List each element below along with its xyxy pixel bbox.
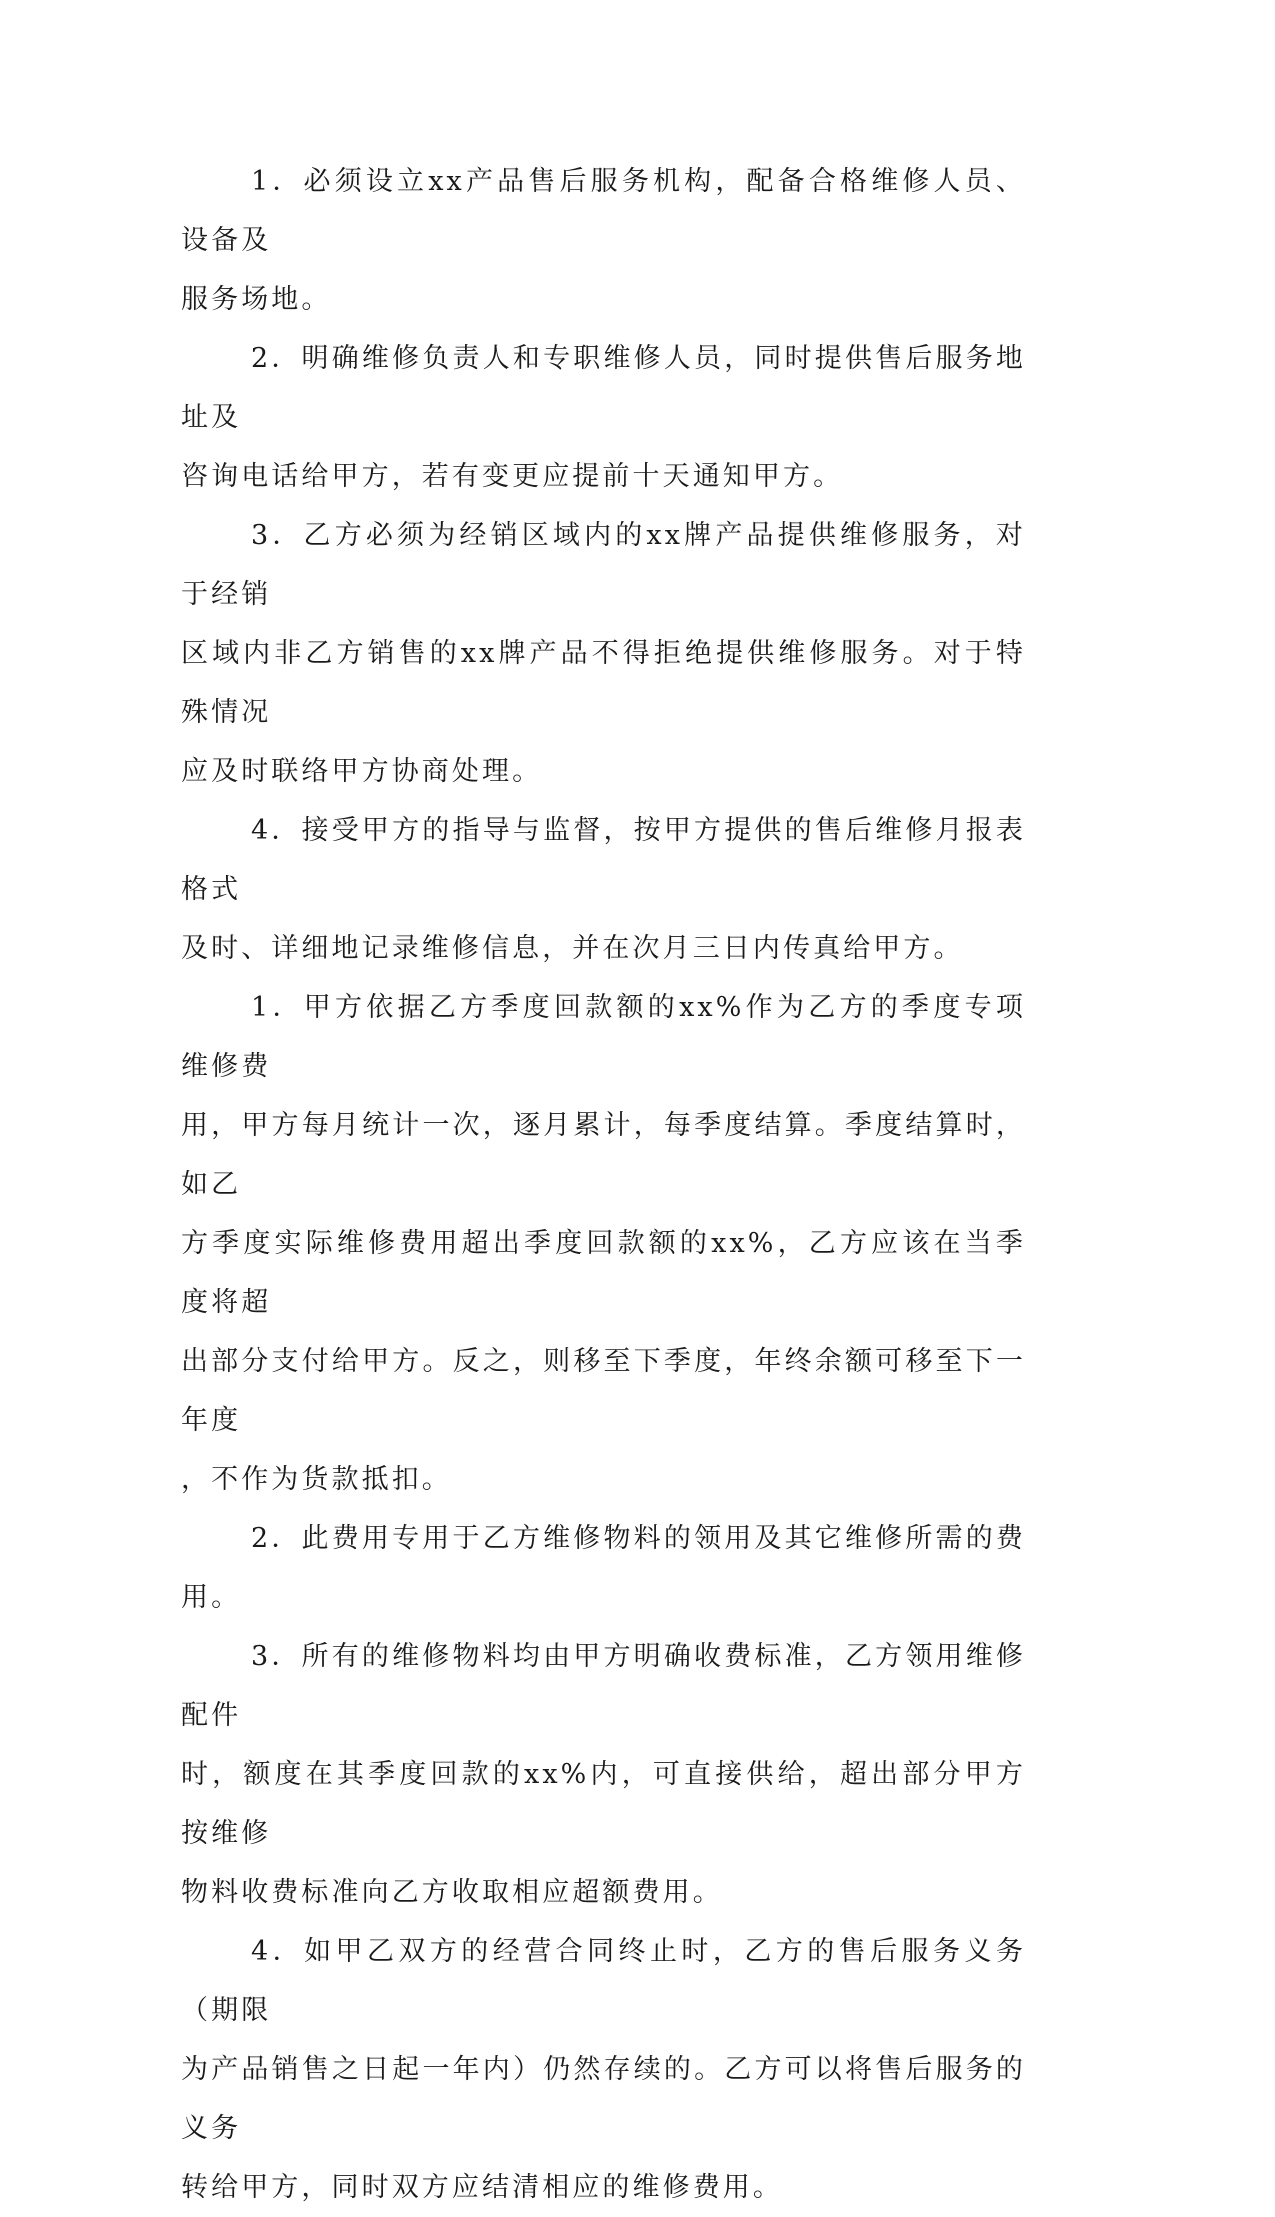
- paragraph-5: 1．甲方依据乙方季度回款额的xx%作为乙方的季度专项维修费 用，甲方每月统计一次，逐月累计，每季度结算。季度结算时，如乙 方季度实际维修费用超出季度回款额的xx%，乙方应该在当季度将超 出部分支付给甲方。反之，则移至下季度，年终余额可移至下一年度 ，不作为货款抵扣。: [181, 992, 1026, 1495]
- paragraph-7: 3．所有的维修物料均由甲方明确收费标准，乙方领用维修配件 时，额度在其季度回款的xx%内，可直接供给，超出部分甲方按维修 物料收费标准向乙方收取相应超额费用。: [181, 1641, 1026, 1908]
- paragraph-1: 1．必须设立xx产品售后服务机构，配备合格维修人员、设备及 服务场地。: [181, 166, 1026, 315]
- paragraph-8: 4．如甲乙双方的经营合同终止时，乙方的售后服务义务（期限 为产品销售之日起一年内）仍然存续的。乙方可以将售后服务的义务 转给甲方，同时双方应结清相应的维修费用。: [181, 1936, 1026, 2203]
- paragraph-6: 2．此费用专用于乙方维修物料的领用及其它维修所需的费用。: [181, 1523, 1026, 1613]
- paragraph-4: 4．接受甲方的指导与监督，按甲方提供的售后维修月报表格式 及时、详细地记录维修信息，并在次月三日内传真给甲方。: [181, 815, 1026, 964]
- document-body: [181, 152, 1026, 2217]
- paragraph-3: 3．乙方必须为经销区域内的xx牌产品提供维修服务，对于经销 区域内非乙方销售的xx牌产品不得拒绝提供维修服务。对于特殊情况 应及时联络甲方协商处理。: [181, 520, 1026, 787]
- paragraph-2: 2．明确维修负责人和专职维修人员，同时提供售后服务地址及 咨询电话给甲方，若有变更应提前十天通知甲方。: [181, 343, 1026, 492]
